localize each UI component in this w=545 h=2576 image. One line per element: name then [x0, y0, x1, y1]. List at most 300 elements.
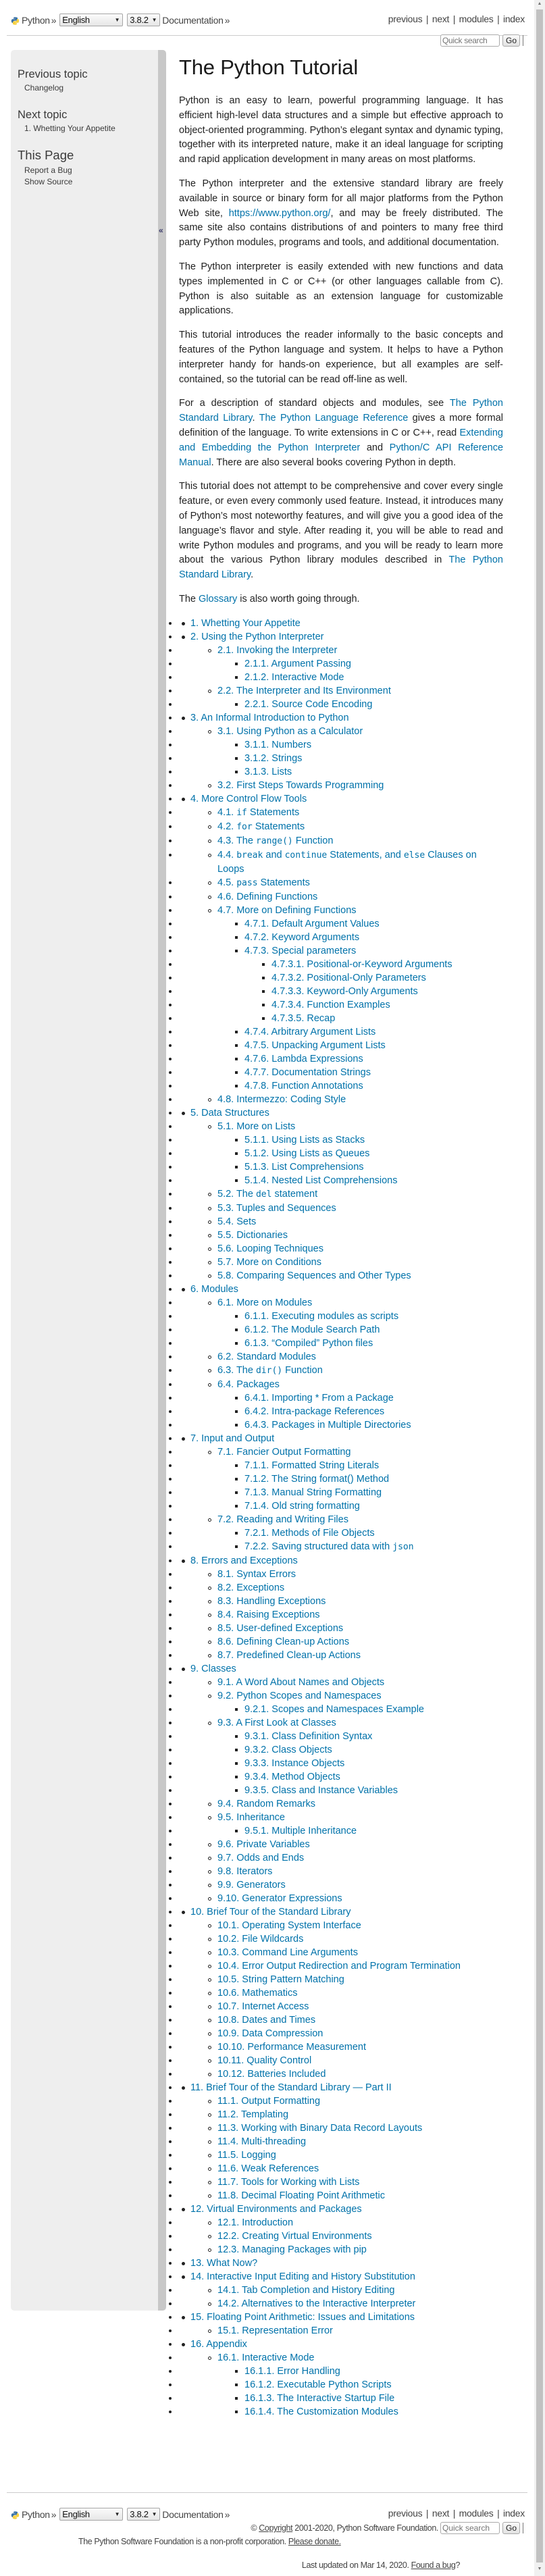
- search-go-button[interactable]: Go: [502, 34, 520, 47]
- inline-reference-link[interactable]: Glossary: [199, 593, 238, 604]
- toc-link[interactable]: 4.8. Intermezzo: Coding Style: [217, 1093, 346, 1105]
- scroll-down-arrow-icon[interactable]: ▼: [537, 2567, 542, 2571]
- toc-item: [179, 971, 503, 985]
- toc-link[interactable]: 4.7.3.1. Positional-or-Keyword Arguments: [271, 958, 452, 970]
- toc-link[interactable]: 5.5. Dictionaries: [217, 1229, 288, 1241]
- toc-link[interactable]: 11.8. Decimal Floating Point Arithmetic: [217, 2190, 385, 2201]
- toc-link[interactable]: 7.1.4. Old string formatting: [244, 1500, 360, 1512]
- toc-item: [179, 1269, 503, 1283]
- toc-link[interactable]: 4.7.8. Function Annotations: [244, 1080, 363, 1091]
- toc-item: [179, 1622, 503, 1635]
- toc-link[interactable]: 11.2. Templating: [217, 2109, 289, 2120]
- intro-paragraph: [179, 260, 503, 319]
- toc-link[interactable]: 2. Using the Python Interpreter: [190, 631, 324, 642]
- circle-bullet-icon: [208, 2302, 211, 2306]
- toc-link[interactable]: 8.7. Predefined Clean-up Actions: [217, 1649, 361, 1661]
- toc-item: [179, 2081, 503, 2094]
- toc-link[interactable]: 4.4. break and continue Statements, and else Clauses on Loops: [217, 849, 477, 875]
- circle-bullet-icon: [208, 1951, 211, 1955]
- toc-link[interactable]: 7.1.2. The String format() Method: [244, 1473, 390, 1485]
- toc-link[interactable]: 9.5. Inheritance: [217, 1811, 285, 1823]
- toc-link[interactable]: 6.3. The dir() Function: [217, 1364, 323, 1376]
- toc-link[interactable]: 5.7. More on Conditions: [217, 1256, 321, 1268]
- toc-item: [179, 1025, 503, 1039]
- toc-link[interactable]: 1. Whetting Your Appetite: [190, 617, 301, 629]
- language-select[interactable]: [59, 14, 123, 26]
- nav-separator: |: [497, 14, 500, 24]
- top-nav: [7, 0, 527, 26]
- toc-link[interactable]: 4.7.7. Documentation Strings: [244, 1066, 371, 1078]
- version-select[interactable]: [127, 14, 160, 26]
- toc-link[interactable]: 7.1.1. Formatted String Literals: [244, 1460, 380, 1471]
- footer-nav-index-link[interactable]: index: [503, 2508, 525, 2519]
- toc-link[interactable]: 3.1.2. Strings: [244, 752, 303, 764]
- toc-link[interactable]: 4.7.3.2. Positional-Only Parameters: [271, 972, 426, 983]
- nav-next-link[interactable]: next: [432, 14, 450, 24]
- toc-item: [179, 657, 503, 671]
- toc-item: [179, 1229, 503, 1242]
- paragraph-text: The: [179, 593, 199, 604]
- toc-link[interactable]: 6.4.1. Importing * From a Package: [244, 1392, 394, 1403]
- toc-item: [179, 1865, 503, 1878]
- toc-link[interactable]: 7. Input and Output: [190, 1433, 275, 1444]
- toc-link[interactable]: 4.7.3. Special parameters: [244, 945, 357, 956]
- toc-item: [179, 2392, 503, 2405]
- toc-item: [179, 617, 503, 630]
- toc-item: [179, 1770, 503, 1784]
- toc-link[interactable]: 2.1. Invoking the Interpreter: [217, 644, 338, 656]
- toc-link[interactable]: 10. Brief Tour of the Standard Library: [190, 1906, 351, 1917]
- toc-link[interactable]: 8.2. Exceptions: [217, 1582, 285, 1593]
- intro-paragraph: [179, 328, 503, 387]
- footer-nav-next-link[interactable]: next: [432, 2508, 450, 2519]
- toc-item: [179, 1689, 503, 1703]
- toc-link[interactable]: 4.6. Defining Functions: [217, 891, 318, 902]
- toc-link[interactable]: 6.1.3. “Compiled” Python files: [244, 1337, 373, 1349]
- toc-item: [179, 1581, 503, 1595]
- toc-item: [179, 931, 503, 944]
- circle-bullet-icon: [208, 784, 211, 788]
- toc-link[interactable]: 9.3.1. Class Definition Syntax: [244, 1730, 373, 1742]
- toc-link[interactable]: 10.1. Operating System Interface: [217, 1920, 361, 1931]
- toc-link[interactable]: 9. Classes: [190, 1663, 236, 1674]
- paragraph-text: . There are also several books covering Python in depth.: [211, 457, 457, 468]
- toc-link[interactable]: 14.2. Alternatives to the Interactive Interpreter: [217, 2298, 416, 2309]
- circle-bullet-icon: [208, 1870, 211, 1874]
- toc-link[interactable]: 4.7. More on Defining Functions: [217, 904, 357, 916]
- toc-link[interactable]: 15.1. Representation Error: [217, 2325, 333, 2336]
- toc-link[interactable]: 8.6. Defining Clean-up Actions: [217, 1636, 350, 1647]
- toc-link[interactable]: 9.9. Generators: [217, 1879, 286, 1890]
- toc-link[interactable]: 6. Modules: [190, 1283, 238, 1295]
- nav-modules-link[interactable]: modules: [459, 14, 494, 24]
- toc-link[interactable]: 7.2.2. Saving structured data with json: [244, 1541, 414, 1552]
- copyright-years: 2001-2020, Python Software Foundation.: [294, 2523, 438, 2533]
- toc-link[interactable]: 4.3. The range() Function: [217, 835, 334, 846]
- toc-item: [179, 1486, 503, 1499]
- toc-link[interactable]: 16. Appendix: [190, 2338, 247, 2350]
- toc-link[interactable]: 9.2.1. Scopes and Namespaces Example: [244, 1703, 424, 1715]
- toc-item: [179, 1851, 503, 1865]
- toc-item: [179, 1323, 503, 1337]
- toc-link[interactable]: 9.7. Odds and Ends: [217, 1852, 305, 1863]
- toc-link[interactable]: 9.4. Random Remarks: [217, 1798, 316, 1809]
- toc-link[interactable]: 4.7.6. Lambda Expressions: [244, 1053, 363, 1064]
- circle-bullet-icon: [208, 1261, 211, 1264]
- footer-version-select[interactable]: [127, 2508, 160, 2521]
- square-bullet-icon: [235, 1139, 238, 1141]
- toc-link[interactable]: 8. Errors and Exceptions: [190, 1555, 298, 1566]
- documentation-link[interactable]: Documentation: [162, 14, 224, 26]
- toc-link[interactable]: 5.1.3. List Comprehensions: [244, 1161, 364, 1173]
- toc-link[interactable]: 8.4. Raising Exceptions: [217, 1609, 320, 1620]
- inline-reference-link[interactable]: Python/C API Reference Manual: [179, 442, 504, 468]
- toc-item: [179, 1986, 503, 2000]
- toc-link[interactable]: 9.2. Python Scopes and Namespaces: [217, 1690, 382, 1701]
- circle-bullet-icon: [208, 1681, 211, 1684]
- toc-link[interactable]: 2.1.2. Interactive Mode: [244, 671, 344, 683]
- toc-link[interactable]: 5.2. The del statement: [217, 1188, 318, 1200]
- toc-item: [179, 876, 503, 890]
- toc-item: [179, 2135, 503, 2148]
- toc-link[interactable]: 3.1.3. Lists: [244, 766, 292, 777]
- toc-link[interactable]: 10.4. Error Output Redirection and Program Termination: [217, 1960, 461, 1972]
- footer-nav-links: [388, 2508, 525, 2519]
- code-literal: else: [403, 850, 425, 860]
- toc-link[interactable]: 14.1. Tab Completion and History Editing: [217, 2284, 395, 2296]
- square-bullet-icon: [235, 771, 238, 773]
- toc-item: [179, 1242, 503, 1256]
- toc-link[interactable]: 4.7.3.5. Recap: [271, 1012, 336, 1024]
- toc-link[interactable]: 9.6. Private Variables: [217, 1838, 310, 1850]
- toc-item: [179, 2175, 503, 2189]
- toc-item: [179, 1391, 503, 1405]
- toc-item: [179, 2189, 503, 2203]
- sidebar-collapse-button[interactable]: [158, 50, 166, 2311]
- toc-link[interactable]: 11.4. Multi-threading: [217, 2136, 307, 2147]
- toc-link[interactable]: 5.1.4. Nested List Comprehensions: [244, 1175, 398, 1186]
- toc-link[interactable]: 4.1. if Statements: [217, 806, 300, 818]
- circle-bullet-icon: [208, 1857, 211, 1860]
- toc-link[interactable]: 4.2. for Statements: [217, 821, 305, 832]
- disc-bullet-icon: [182, 1911, 185, 1914]
- toc-item: [179, 1256, 503, 1269]
- home-link[interactable]: Python: [22, 14, 50, 26]
- circle-bullet-icon: [208, 1125, 211, 1129]
- toc-link[interactable]: 12. Virtual Environments and Packages: [190, 2203, 362, 2215]
- toc-link[interactable]: 10.3. Command Line Arguments: [217, 1947, 358, 1958]
- circle-bullet-icon: [208, 854, 211, 857]
- square-bullet-icon: [235, 2370, 238, 2373]
- toc-link[interactable]: 13. What Now?: [190, 2257, 258, 2269]
- toc-link[interactable]: 9.10. Generator Expressions: [217, 1892, 342, 1904]
- toc-link[interactable]: 11.6. Weak References: [217, 2163, 319, 2174]
- square-bullet-icon: [235, 1315, 238, 1318]
- inline-reference-link[interactable]: The Python Language Reference: [259, 413, 409, 424]
- toc-item: [179, 765, 503, 779]
- toc-link[interactable]: 9.3.3. Instance Objects: [244, 1757, 345, 1769]
- circle-bullet-icon: [208, 1722, 211, 1725]
- toc-link[interactable]: 12.1. Introduction: [217, 2217, 294, 2228]
- toc-link[interactable]: 10.6. Mathematics: [217, 1987, 298, 1999]
- toc-link[interactable]: 9.3.4. Method Objects: [244, 1771, 340, 1782]
- disc-bullet-icon: [182, 2262, 185, 2265]
- paragraph-text: Python is an easy to learn, powerful programming language. It has efficient high-level data structures and a simple but effective approach to object-oriented programming. Python’s elegant syntax and dynamic typing, together with its interpreted nature, make it an ideal language for scripting and rapid application development in many areas on most platforms.: [179, 95, 503, 165]
- footer-nav-modules-link[interactable]: modules: [459, 2508, 494, 2519]
- toc-item: [179, 792, 503, 806]
- square-bullet-icon: [235, 1410, 238, 1413]
- toc-item: [179, 1959, 503, 1973]
- circle-bullet-icon: [208, 2248, 211, 2252]
- toc-link[interactable]: 11. Brief Tour of the Standard Library — Part II: [190, 2082, 392, 2093]
- intro-paragraph: [179, 592, 503, 607]
- toc-item: [179, 1350, 503, 1364]
- toc-link[interactable]: 2.1.1. Argument Passing: [244, 658, 351, 669]
- dropdown-arrow-icon: ▼: [151, 2511, 157, 2517]
- toc-link[interactable]: 11.7. Tools for Working with Lists: [217, 2176, 360, 2188]
- breadcrumb: [11, 14, 231, 26]
- toc-link[interactable]: 4.7.5. Unpacking Argument Lists: [244, 1039, 386, 1051]
- scrollbar-thumb[interactable]: [536, 9, 543, 2562]
- toc-link[interactable]: 10.7. Internet Access: [217, 2001, 309, 2012]
- toc-link[interactable]: 4.7.4. Arbitrary Argument Lists: [244, 1026, 376, 1037]
- toc-link[interactable]: 9.8. Iterators: [217, 1865, 273, 1877]
- square-bullet-icon: [262, 977, 265, 979]
- psf-text: The Python Software Foundation is a non-profit corporation.: [78, 2537, 286, 2546]
- toc-link[interactable]: 7.2.1. Methods of File Objects: [244, 1527, 375, 1539]
- nav-previous-link[interactable]: previous: [388, 14, 423, 24]
- toc-link[interactable]: 11.5. Logging: [217, 2149, 276, 2161]
- toc-link[interactable]: 10.5. String Pattern Matching: [217, 1974, 344, 1985]
- inline-reference-link[interactable]: https://www.python.org/: [228, 207, 331, 219]
- toc-item: [179, 1432, 503, 1445]
- quick-search: [440, 34, 523, 47]
- toc-item: [179, 698, 503, 711]
- toc-link[interactable]: 7.1.3. Manual String Formatting: [244, 1487, 382, 1498]
- toc-link[interactable]: 5.8. Comparing Sequences and Other Types: [217, 1270, 411, 1281]
- toc-link[interactable]: 11.1. Output Formatting: [217, 2095, 321, 2107]
- toc-item: [179, 848, 503, 876]
- square-bullet-icon: [235, 1071, 238, 1074]
- toc-item: [179, 2270, 503, 2284]
- quick-search-input[interactable]: [440, 34, 500, 47]
- circle-bullet-icon: [208, 1220, 211, 1224]
- next-topic-link[interactable]: 1. Whetting Your Appetite: [24, 124, 115, 133]
- circle-bullet-icon: [208, 2046, 211, 2049]
- circle-bullet-icon: [208, 1573, 211, 1576]
- square-bullet-icon: [262, 1004, 265, 1006]
- footer-language-select[interactable]: [59, 2508, 123, 2521]
- toc-link[interactable]: 7.1. Fancier Output Formatting: [217, 1446, 351, 1458]
- circle-bullet-icon: [208, 909, 211, 912]
- circle-bullet-icon: [208, 896, 211, 899]
- toc-link[interactable]: 6.4.3. Packages in Multiple Directories: [244, 1419, 411, 1431]
- toc-item: [179, 1215, 503, 1229]
- circle-bullet-icon: [208, 2073, 211, 2076]
- toc-link[interactable]: 8.5. User-defined Exceptions: [217, 1622, 344, 1634]
- footer-documentation-link[interactable]: Documentation: [162, 2508, 224, 2520]
- inline-reference-link[interactable]: The Python Standard Library: [179, 555, 503, 581]
- show-source-link[interactable]: Show Source: [24, 177, 73, 186]
- toc-link[interactable]: 9.3.5. Class and Instance Variables: [244, 1784, 398, 1796]
- page-scrollbar[interactable]: [534, 0, 545, 2576]
- circle-bullet-icon: [208, 1302, 211, 1305]
- toc-link[interactable]: 10.8. Dates and Times: [217, 2014, 316, 2026]
- disc-bullet-icon: [182, 2316, 185, 2319]
- toc-link[interactable]: 7.2. Reading and Writing Files: [217, 1514, 348, 1525]
- sidebar: [11, 50, 166, 2311]
- version-select-value: 3.8.2: [130, 2509, 149, 2519]
- circle-bullet-icon: [208, 1897, 211, 1901]
- toc-link[interactable]: 6.1.1. Executing modules as scripts: [244, 1310, 399, 1322]
- copyright-link[interactable]: Copyright: [259, 2523, 293, 2533]
- toc-link[interactable]: 4.7.1. Default Argument Values: [244, 918, 380, 929]
- toc-link[interactable]: 9.3.2. Class Objects: [244, 1744, 332, 1755]
- toc-link[interactable]: 5.4. Sets: [217, 1216, 257, 1227]
- toc-link[interactable]: 10.9. Data Compression: [217, 2028, 323, 2039]
- toc-item: [179, 1459, 503, 1472]
- circle-bullet-icon: [208, 1247, 211, 1251]
- circle-bullet-icon: [208, 1843, 211, 1847]
- square-bullet-icon: [235, 1545, 238, 1548]
- toc-link[interactable]: 8.1. Syntax Errors: [217, 1568, 296, 1580]
- bottom-nav: [7, 2494, 527, 2520]
- circle-bullet-icon: [208, 1369, 211, 1372]
- footer-nav-previous-link[interactable]: previous: [388, 2508, 423, 2519]
- toc-link[interactable]: 2.2.1. Source Code Encoding: [244, 698, 373, 710]
- toc-link[interactable]: 11.3. Working with Binary Data Record Layouts: [217, 2122, 423, 2134]
- report-bug-link[interactable]: Report a Bug: [24, 165, 72, 175]
- toc-link[interactable]: 4.7.2. Keyword Arguments: [244, 931, 360, 943]
- toc-link[interactable]: 6.1. More on Modules: [217, 1297, 313, 1308]
- square-bullet-icon: [235, 1031, 238, 1033]
- toc-item: [179, 630, 503, 644]
- python-logo-icon: [11, 2510, 20, 2520]
- toc-link[interactable]: 10.10. Performance Measurement: [217, 2041, 367, 2053]
- toc-link[interactable]: 5.1.1. Using Lists as Stacks: [244, 1134, 365, 1145]
- toc-item: [179, 1052, 503, 1066]
- toc-link[interactable]: 3.2. First Steps Towards Programming: [217, 779, 384, 791]
- inline-reference-link[interactable]: Extending and Embedding the Python Interpreter: [179, 427, 503, 453]
- circle-bullet-icon: [208, 1274, 211, 1278]
- toc-link[interactable]: 16.1.1. Error Handling: [244, 2365, 340, 2377]
- toc-item: [179, 2203, 503, 2216]
- circle-bullet-icon: [208, 2167, 211, 2171]
- square-bullet-icon: [235, 936, 238, 939]
- toc-link[interactable]: 4.5. pass Statements: [217, 877, 310, 888]
- toc-link[interactable]: 4.7.3.4. Function Examples: [271, 999, 390, 1010]
- toc-item: [179, 1973, 503, 1986]
- toc-link[interactable]: 14. Interactive Input Editing and History Substitution: [190, 2271, 415, 2282]
- last-updated-line: [302, 2560, 460, 2570]
- toc-link[interactable]: 3.1. Using Python as a Calculator: [217, 725, 363, 737]
- toc-link[interactable]: 5.1.2. Using Lists as Queues: [244, 1148, 370, 1159]
- circle-bullet-icon: [208, 1627, 211, 1630]
- toc-item: [179, 1310, 503, 1323]
- found-bug-link[interactable]: Found a bug: [411, 2560, 456, 2570]
- circle-bullet-icon: [208, 1193, 211, 1196]
- toc-link[interactable]: 3.1.1. Numbers: [244, 739, 312, 750]
- toc-link[interactable]: 9.1. A Word About Names and Objects: [217, 1676, 385, 1688]
- toc-link[interactable]: 6.4.2. Intra-package References: [244, 1406, 385, 1417]
- circle-bullet-icon: [208, 1641, 211, 1644]
- toc-item: [179, 1554, 503, 1568]
- toc-link[interactable]: 10.12. Batteries Included: [217, 2068, 326, 2080]
- toc-item: [179, 890, 503, 904]
- toc-link[interactable]: 16.1.4. The Customization Modules: [244, 2406, 398, 2417]
- nav-index-link[interactable]: index: [503, 14, 525, 24]
- toc-link[interactable]: 16.1.2. Executable Python Scripts: [244, 2379, 392, 2390]
- toc-link[interactable]: 16.1.3. The Interactive Startup File: [244, 2392, 395, 2404]
- toc-link[interactable]: 10.2. File Wildcards: [217, 1933, 304, 1944]
- toc-link[interactable]: 12.2. Creating Virtual Environments: [217, 2230, 372, 2242]
- circle-bullet-icon: [208, 2113, 211, 2117]
- toc-link[interactable]: 3. An Informal Introduction to Python: [190, 712, 349, 723]
- toc-link[interactable]: 12.3. Managing Packages with pip: [217, 2244, 367, 2255]
- toc-item: [179, 1106, 503, 1120]
- toc-link[interactable]: 4.7.3.3. Keyword-Only Arguments: [271, 985, 418, 997]
- code-literal: dir(): [255, 1365, 283, 1376]
- toc-link[interactable]: 6.1.2. The Module Search Path: [244, 1324, 380, 1335]
- toc-item: [179, 2230, 503, 2243]
- toc-link[interactable]: 6.2. Standard Modules: [217, 1351, 316, 1362]
- scroll-up-arrow-icon[interactable]: ▲: [537, 1, 542, 6]
- toc-link[interactable]: 9.5.1. Multiple Inheritance: [244, 1825, 357, 1836]
- nav-separator: |: [497, 2508, 500, 2519]
- inline-reference-link[interactable]: The Python Standard Library: [179, 398, 503, 424]
- toc-item: [179, 1757, 503, 1770]
- toc-item: [179, 1499, 503, 1513]
- circle-bullet-icon: [208, 2005, 211, 2009]
- toc-item: [179, 725, 503, 738]
- footer-home-link[interactable]: Python: [22, 2508, 50, 2520]
- toc-link[interactable]: 5.1. More on Lists: [217, 1120, 296, 1132]
- toc-item: [179, 2405, 503, 2419]
- toc-link[interactable]: 16.1. Interactive Mode: [217, 2352, 315, 2363]
- paragraph-text: The Python interpreter is easily extended with new functions and data types implemented in C or C++ (or other languages callable from C). Python is also suitable as an extension language for customizable applications.: [179, 261, 503, 317]
- toc-link[interactable]: 6.4. Packages: [217, 1379, 280, 1390]
- toc-item: [179, 2297, 503, 2311]
- toc-item: [179, 944, 503, 958]
- donate-link[interactable]: Please donate.: [288, 2537, 341, 2546]
- toc-item: [179, 1540, 503, 1554]
- footer-search-go-button[interactable]: Go: [502, 2522, 520, 2534]
- previous-topic-link[interactable]: Changelog: [24, 83, 64, 93]
- toc-link[interactable]: 10.11. Quality Control: [217, 2055, 312, 2066]
- code-literal: del: [255, 1189, 272, 1200]
- square-bullet-icon: [235, 2384, 238, 2386]
- toc-link[interactable]: 5.3. Tuples and Sequences: [217, 1202, 336, 1214]
- footer-quick-search-input[interactable]: [440, 2522, 500, 2534]
- square-bullet-icon: [235, 663, 238, 665]
- circle-bullet-icon: [208, 2221, 211, 2225]
- toc-item: [179, 2365, 503, 2378]
- disc-bullet-icon: [182, 717, 185, 720]
- toc-link[interactable]: 9.3. A First Look at Classes: [217, 1717, 336, 1728]
- toc-item: [179, 1649, 503, 1662]
- toc-link[interactable]: 15. Floating Point Arithmetic: Issues and Limitations: [190, 2311, 415, 2323]
- toc-item: [179, 2338, 503, 2351]
- toc-link[interactable]: 8.3. Handling Exceptions: [217, 1595, 326, 1607]
- toc-link[interactable]: 5.6. Looping Techniques: [217, 1243, 323, 1254]
- circle-bullet-icon: [208, 2127, 211, 2130]
- breadcrumb-separator: »: [51, 2508, 57, 2520]
- toc-item: [179, 1676, 503, 1689]
- toc-link[interactable]: 2.2. The Interpreter and Its Environment: [217, 685, 391, 696]
- toc-link[interactable]: 4. More Control Flow Tools: [190, 793, 307, 804]
- toc-link[interactable]: 5. Data Structures: [190, 1107, 269, 1118]
- disc-bullet-icon: [182, 1668, 185, 1671]
